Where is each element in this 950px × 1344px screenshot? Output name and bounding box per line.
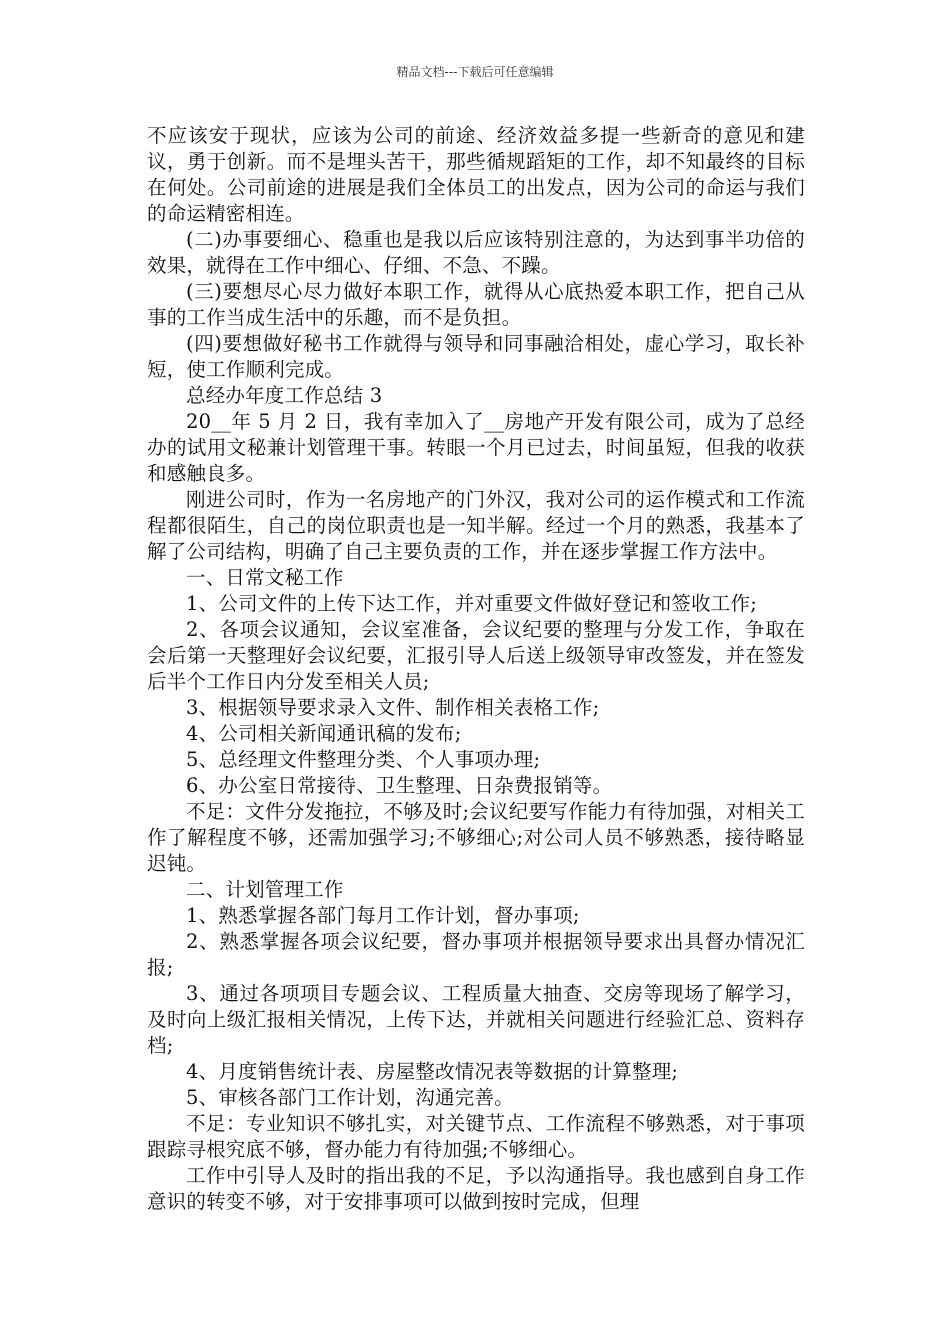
list-item: 1、公司文件的上传下达工作，并对重要文件做好登记和签收工作; — [186, 592, 757, 615]
paragraph: 刚进公司时，作为一名房地产的门外汉，我对公司的运作模式和工作流程都很陌生，自己的岗位职责也是一知半解。经过一个月的熟悉，我基本了解了公司结构，明确了自己主要负责的工作，并在逐步掌握工作方法中。 — [147, 488, 805, 563]
page-header: 精品文档---下载后可任意编辑 — [396, 65, 554, 79]
paragraph: 工作中引导人及时的指出我的不足，予以沟通指导。我也感到自身工作意识的转变不够，对于安排事项可以做到按时完成，但理 — [147, 1164, 805, 1213]
paragraph: 不足：专业知识不够扎实，对关键节点、工作流程不够熟悉，对于事项跟踪寻根究底不够，督办能力有待加强;不够细心。 — [147, 1112, 805, 1161]
list-item: 2、各项会议通知，会议室准备，会议纪要的整理与分发工作，争取在会后第一天整理好会议纪要，汇报引导人后送上级领导审改签发，并在签发后半个工作日内分发至相关人员; — [147, 618, 805, 693]
list-item: 3、根据领导要求录入文件、制作相关表格工作; — [186, 696, 600, 719]
paragraph: (四)要想做好秘书工作就得与领导和同事融洽相处，虚心学习，取长补短，使工作顺利完成。 — [147, 332, 805, 381]
paragraph: (二)办事要细心、稳重也是我以后应该特别注意的，为达到事半功倍的效果，就得在工作中细心、仔细、不急、不躁。 — [147, 228, 805, 277]
section-heading: 一、日常文秘工作 — [186, 566, 344, 589]
list-item: 3、通过各项项目专题会议、工程质量大抽查、交房等现场了解学习，及时向上级汇报相关情况，上传下达，并就相关问题进行经验汇总、资料存档; — [147, 982, 805, 1057]
paragraph: (三)要想尽心尽力做好本职工作，就得从心底热爱本职工作，把自己从事的工作当成生活中的乐趣，而不是负担。 — [147, 280, 805, 329]
list-item: 2、熟悉掌握各项会议纪要，督办事项并根据领导要求出具督办情况汇报; — [147, 930, 805, 979]
section-title: 总经办年度工作总结 3 — [186, 384, 383, 407]
paragraph: 不应该安于现状，应该为公司的前途、经济效益多提一些新奇的意见和建议，勇于创新。而不是埋头苦干，那些循规蹈矩的工作，却不知最终的目标在何处。公司前途的进展是我们全体员工的出发点，因为公司的命运与我们的命运精密相连。 — [147, 124, 805, 225]
list-item: 5、总经理文件整理分类、个人事项办理; — [186, 748, 541, 771]
document-body — [147, 123, 805, 1215]
section-heading: 二、计划管理工作 — [186, 878, 344, 901]
list-item: 4、公司相关新闻通讯稿的发布; — [186, 722, 462, 745]
list-item: 6、办公室日常接待、卫生整理、日杂费报销等。 — [186, 774, 613, 797]
list-item: 1、熟悉掌握各部门每月工作计划，督办事项; — [186, 904, 580, 927]
list-item: 4、月度销售统计表、房屋整改情况表等数据的计算整理; — [186, 1060, 679, 1083]
paragraph: 不足：文件分发拖拉，不够及时;会议纪要写作能力有待加强，对相关工作了解程度不够，还需加强学习;不够细心;对公司人员不够熟悉，接待略显迟钝。 — [147, 800, 805, 875]
paragraph: 20__年 5 月 2 日，我有幸加入了__房地产开发有限公司，成为了总经办的试用文秘兼计划管理干事。转眼一个月已过去，时间虽短，但我的收获和感触良多。 — [147, 410, 805, 485]
list-item: 5、审核各部门工作计划，沟通完善。 — [186, 1086, 514, 1109]
